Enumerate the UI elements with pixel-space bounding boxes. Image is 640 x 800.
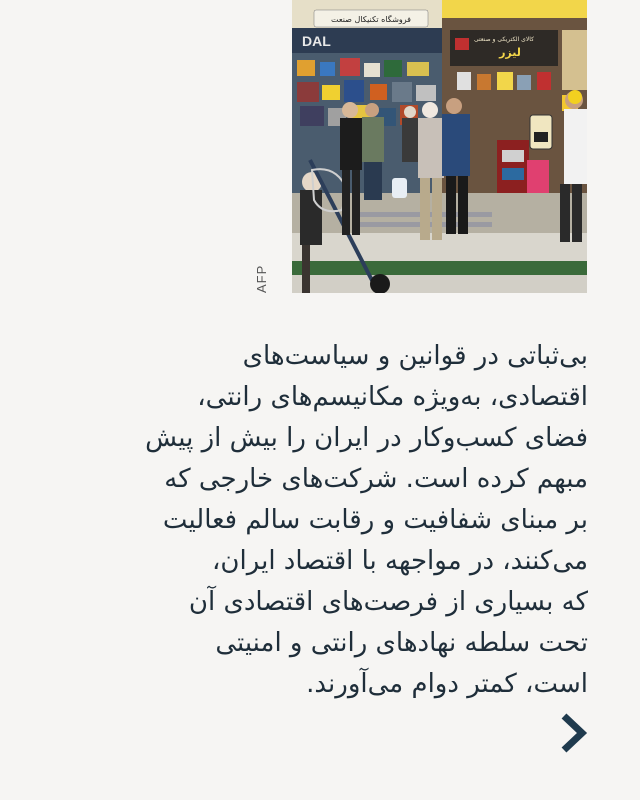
article-line: است، کمتر دوام می‌آورند.: [306, 669, 588, 699]
shop-sign-text: فروشگاه تکنیکال صنعت: [331, 15, 411, 24]
article-line: بر مبنای شفافیت و رقابت سالم فعالیت: [162, 505, 588, 535]
shop-sign-right-text: لیزر: [499, 46, 521, 59]
next-slide-button[interactable]: [556, 712, 590, 754]
article-line: که بسیاری از فرصت‌های اقتصادی آن: [188, 587, 588, 617]
article-line: فضای کسب‌وکار در ایران را بیش از پیش: [145, 423, 588, 453]
article-body: [56, 336, 588, 705]
svg-text:DAL: DAL: [302, 33, 331, 49]
article-line: بی‌ثباتی در قوانین و سیاست‌های: [242, 341, 588, 371]
article-line: می‌کنند، در مواجهه با اقتصاد ایران،: [212, 546, 588, 576]
article-line: اقتصادی، به‌ویژه مکانیسم‌های رانتی،: [197, 382, 588, 412]
shop-sign-small-text: کالای الکتریکی و صنعتی: [474, 36, 534, 43]
chevron-right-icon: [556, 712, 590, 754]
article-line: مبهم کرده است. شرکت‌های خارجی که: [164, 464, 588, 494]
street-photo: [292, 0, 587, 293]
photo-credit: AFP: [254, 264, 269, 293]
article-line: تحت سلطه نهادهای رانتی و امنیتی: [215, 628, 588, 658]
